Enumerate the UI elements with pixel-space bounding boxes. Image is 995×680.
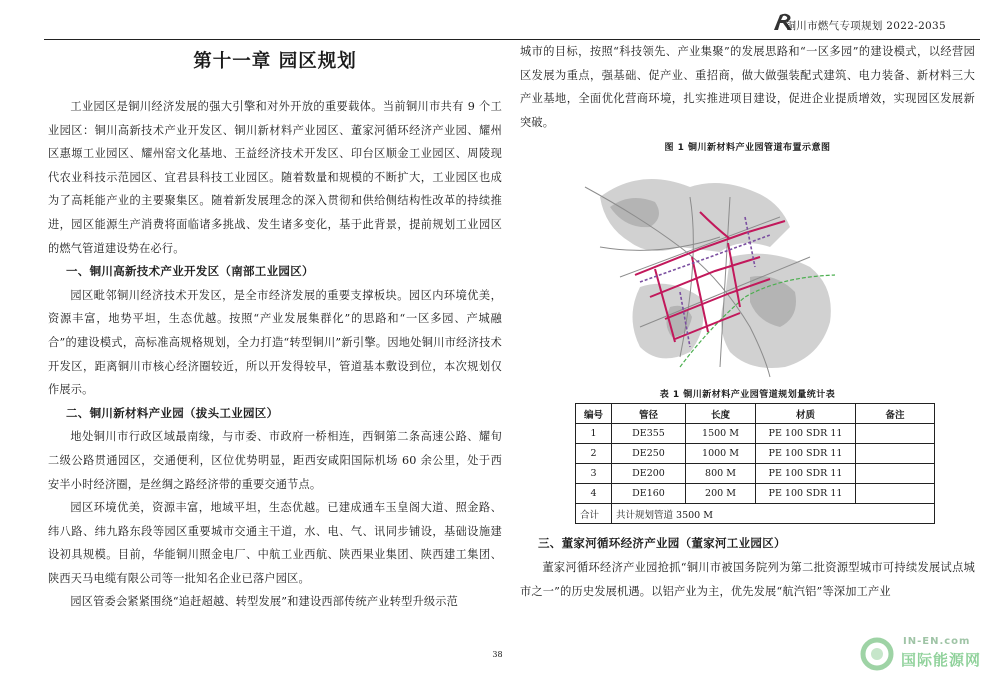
intro-paragraph: 工业园区是铜川经济发展的强大引擎和对外开放的重要载体。当前铜川市共有 9 个工业园区：铜川高新技术产业开发区、铜川新材料产业园区、董家河循环经济产业园、耀州区惠塬工业园区、耀州窑文化基地、王益经济技术开发区、印台区顺金工业园区、周陵现代农业科技示范园区、宜君县科技工业园区。随着数量和规模的不断扩大，工业园区也成为了高耗能产业的主要聚集区。随着新发展理念的深入贯彻和供给侧结构性改革的持续推进，园区能源生产消费将面临诸多挑战、发生诸多变化，基于此背景，提前规划工业园区的燃气管道建设势在必行。 — [48, 100, 502, 255]
cell-diameter: DE160 — [612, 484, 686, 504]
total-value: 共计规划管道 3500 M — [612, 504, 935, 524]
section-1-paragraph: 园区毗邻铜川经济技术开发区，是全市经济发展的重要支撑板块。园区内环境优美，资源丰富，地势平坦，生态优越。按照“产业发展集群化”的思路和“一区多园、产城融合”的建设模式，高标准高规格规划，全力打造“转型铜川”新引擎。因地处铜川市经济技术开发区，距离铜川市核心经济圈较近，所以开发得较早，管道基本敷设到位，本次规划仅作展示。 — [48, 288, 502, 397]
cell-remark — [856, 464, 935, 484]
total-label: 合计 — [576, 504, 612, 524]
page-number: 38 — [492, 650, 503, 659]
figure-caption: 图 1 铜川新材料产业园管道布置示意图 — [664, 143, 831, 154]
cell-remark — [856, 444, 935, 464]
watermark — [857, 634, 987, 674]
energy-logo-icon — [857, 634, 897, 674]
header-material: 材质 — [756, 404, 856, 424]
section-2-paragraph-3-continued: 城市的目标，按照“科技领先、产业集聚”的发展思路和“一区多园”的建设模式，以经营园区发展为重点，强基础、促产业、重招商，做大做强装配式建筑、电力装备、新材料三大产业基地，全面优化营商环境，扎实推进项目建设，促进企业提质增效，实现园区发展新突破。 — [520, 45, 975, 129]
watermark-name: 国际能源网 — [901, 651, 982, 669]
cell-remark — [856, 424, 935, 444]
section-2-paragraph-1: 地处铜川市行政区域最南缘，与市委、市政府一桥相连，西铜第二条高速公路、耀旬二级公路贯通园区，交通便利，区位优势明显，距西安咸阳国际机场 60 余公里，处于西安半小时经济圈，是丝绸之路经济带的重要交通节点。 — [48, 430, 502, 491]
watermark-domain: IN-EN.com — [903, 636, 971, 647]
section-2-paragraph-2: 园区环境优美，资源丰富，地域平坦，生态优越。已建成通车玉皇阁大道、照金路、纬八路、纬九路东段等园区重要城市交通主干道，水、电、气、讯同步铺设，基础设施建设初具规模。目前，华能铜川照金电厂、中航工业西航、陕西果业集团、陕西建工集团、陕西天马电缆有限公司等一批知名企业已落户园区。 — [48, 501, 502, 585]
table-row — [576, 444, 935, 464]
header-title: 铜川市燃气专项规划 2022-2035 — [785, 20, 946, 32]
cell-material: PE 100 SDR 11 — [756, 464, 856, 484]
cell-length: 800 M — [686, 464, 756, 484]
cell-diameter: DE250 — [612, 444, 686, 464]
cell-material: PE 100 SDR 11 — [756, 424, 856, 444]
cell-no: 3 — [576, 464, 612, 484]
header-remark: 备注 — [856, 404, 935, 424]
cell-diameter: DE355 — [612, 424, 686, 444]
cell-no: 4 — [576, 484, 612, 504]
cell-material: PE 100 SDR 11 — [756, 484, 856, 504]
cell-length: 200 M — [686, 484, 756, 504]
section-2-title: 二、铜川新材料产业园（拔头工业园区） — [66, 405, 279, 420]
section-3-paragraph: 董家河循环经济产业园抢抓“铜川市被国务院列为第二批资源型城市可持续发展试点城市之一”的历史发展机遇。以铝产业为主，优先发展“航汽铝”等深加工产业 — [520, 560, 975, 598]
cell-no: 2 — [576, 444, 612, 464]
table-row — [576, 484, 935, 504]
cell-remark — [856, 484, 935, 504]
pipeline-statistics-table — [575, 403, 935, 524]
table-row — [576, 464, 935, 484]
table-caption: 表 1 铜川新材料产业园管道规划量统计表 — [659, 390, 836, 401]
table-total-row — [576, 504, 935, 524]
page-header — [44, 8, 980, 40]
cell-no: 1 — [576, 424, 612, 444]
left-column — [48, 40, 502, 614]
cell-material: PE 100 SDR 11 — [756, 444, 856, 464]
header-diameter: 管径 — [612, 404, 686, 424]
cell-diameter: DE200 — [612, 464, 686, 484]
header-no: 编号 — [576, 404, 612, 424]
cell-length: 1500 M — [686, 424, 756, 444]
table-row — [576, 424, 935, 444]
chapter-title: 第十一章 园区规划 — [193, 51, 357, 72]
section-1-title: 一、铜川高新技术产业开发区（南部工业园区） — [66, 264, 314, 279]
section-3-title: 三、董家河循环经济产业园（董家河工业园区） — [538, 536, 786, 551]
header-length: 长度 — [686, 404, 756, 424]
pipeline-layout-map — [580, 157, 840, 379]
table-header-row — [576, 404, 935, 424]
section-2-paragraph-3: 园区管委会紧紧围绕“追赶超越、转型发展”和建设西部传统产业转型升级示范 — [70, 595, 459, 609]
cell-length: 1000 M — [686, 444, 756, 464]
right-column — [520, 40, 975, 603]
